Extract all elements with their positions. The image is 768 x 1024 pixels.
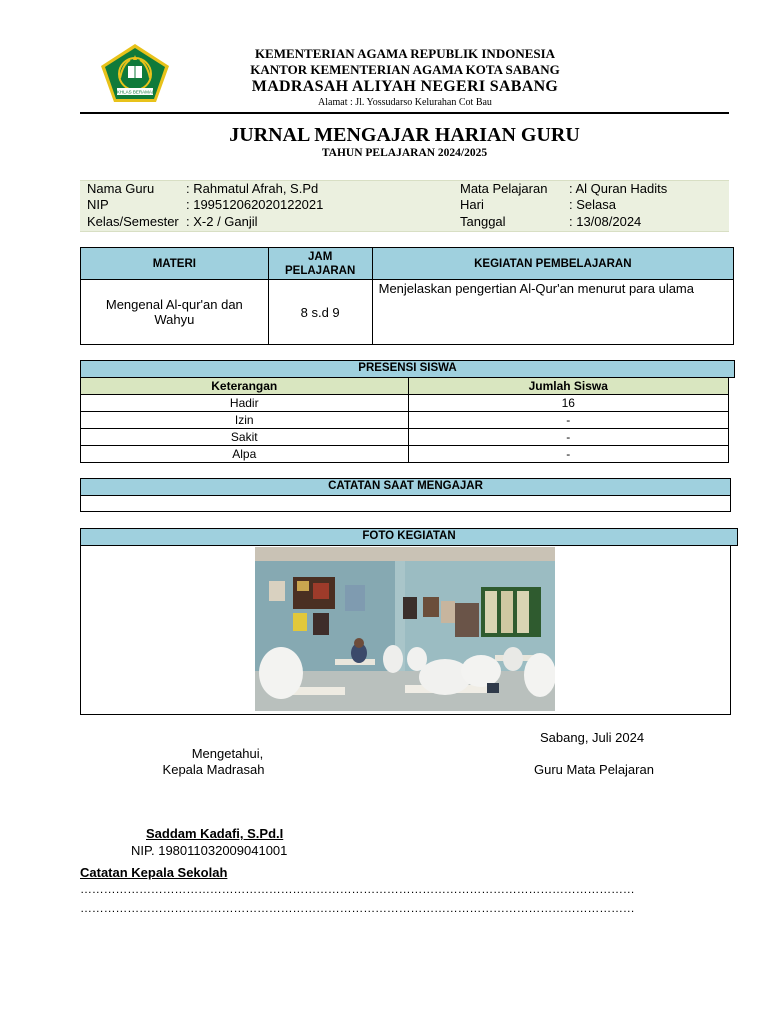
mengetahui-text: Mengetahui, bbox=[191, 746, 264, 761]
hari-label: Hari bbox=[460, 197, 484, 212]
classroom-photo bbox=[255, 547, 555, 711]
jumlah-cell: - bbox=[408, 446, 728, 463]
presensi-row bbox=[81, 412, 729, 429]
keterangan-cell: Alpa bbox=[81, 446, 409, 463]
materi-line1: Mengenal Al-qur'an dan bbox=[105, 297, 243, 312]
presensi-row bbox=[81, 429, 729, 446]
jam-cell: 8 s.d 9 bbox=[268, 280, 372, 345]
keterangan-header: Keterangan bbox=[81, 378, 409, 395]
kepala-name: Saddam Kadafi, S.Pd.I bbox=[146, 826, 284, 841]
jam-header bbox=[268, 248, 372, 280]
catatan-title: CATATAN SAAT MENGAJAR bbox=[80, 478, 731, 496]
jumlah-cell: - bbox=[408, 429, 728, 446]
nip-label: NIP bbox=[87, 197, 109, 212]
jumlah-cell: - bbox=[408, 412, 728, 429]
presensi-body bbox=[81, 395, 729, 463]
kegiatan-header: KEGIATAN PEMBELAJARAN bbox=[372, 248, 733, 280]
materi-cell bbox=[81, 280, 269, 345]
jam-header-line2: PELAJARAN bbox=[285, 264, 356, 277]
tanggal-label: Tanggal bbox=[460, 214, 506, 229]
materi-line2: Wahyu bbox=[154, 312, 195, 327]
jumlah-header: Jumlah Siswa bbox=[408, 378, 728, 395]
catatan-kepala-label: Catatan Kepala Sekolah bbox=[80, 865, 228, 880]
kepala-madrasah-label: Kepala Madrasah bbox=[162, 762, 265, 777]
nip-value: : 199512062020122021 bbox=[186, 197, 324, 212]
catatan-field[interactable] bbox=[80, 494, 731, 512]
keterangan-cell: Izin bbox=[81, 412, 409, 429]
keterangan-cell: Hadir bbox=[81, 395, 409, 412]
teacher-info-block bbox=[80, 180, 729, 232]
page-title: JURNAL MENGAJAR HARIAN GURU bbox=[229, 124, 580, 146]
mapel-label: Mata Pelajaran bbox=[460, 181, 548, 196]
nama-guru-label: Nama Guru bbox=[87, 181, 155, 196]
kelas-label: Kelas/Semester bbox=[87, 214, 179, 229]
presensi-row bbox=[81, 446, 729, 463]
kegiatan-cell: Menjelaskan pengertian Al-Qur'an menurut para ulama bbox=[372, 280, 733, 345]
presensi-row bbox=[81, 395, 729, 412]
presensi-title: PRESENSI SISWA bbox=[80, 360, 735, 378]
kelas-value: : X-2 / Ganjil bbox=[186, 214, 258, 229]
foto-title: FOTO KEGIATAN bbox=[80, 528, 738, 546]
hari-value: : Selasa bbox=[569, 197, 616, 212]
place-date: Sabang, Juli 2024 bbox=[540, 730, 645, 745]
presensi-table bbox=[80, 377, 729, 463]
notes-line-2[interactable]: …………………………………………………………………………………………………………………………… bbox=[80, 901, 635, 915]
school-address: Alamat : Jl. Yossudarso Kelurahan Cot Bau bbox=[318, 97, 492, 108]
mapel-value: : Al Quran Hadits bbox=[569, 181, 668, 196]
page-subtitle: TAHUN PELAJARAN 2024/2025 bbox=[321, 147, 488, 159]
materi-table bbox=[80, 247, 734, 345]
guru-mapel-label: Guru Mata Pelajaran bbox=[534, 762, 654, 777]
keterangan-cell: Sakit bbox=[81, 429, 409, 446]
jumlah-cell: 16 bbox=[408, 395, 728, 412]
notes-line-1[interactable]: …………………………………………………………………………………………………………………………… bbox=[80, 882, 635, 896]
tanggal-value: : 13/08/2024 bbox=[569, 214, 642, 229]
logo-ribbon-text: IKHLAS BERAMAL bbox=[115, 89, 155, 95]
kepala-nip: NIP. 198011032009041001 bbox=[131, 843, 288, 858]
nama-guru-value: : Rahmatul Afrah, S.Pd bbox=[186, 181, 319, 196]
letterhead-divider bbox=[80, 112, 729, 114]
materi-header: MATERI bbox=[81, 248, 269, 280]
school-name: MADRASAH ALIYAH NEGERI SABANG bbox=[251, 78, 559, 95]
ministry-name: KEMENTERIAN AGAMA REPUBLIK INDONESIA bbox=[254, 46, 556, 61]
jam-header-line1: JAM bbox=[308, 250, 333, 263]
office-name: KANTOR KEMENTERIAN AGAMA KOTA SABANG bbox=[250, 62, 560, 77]
